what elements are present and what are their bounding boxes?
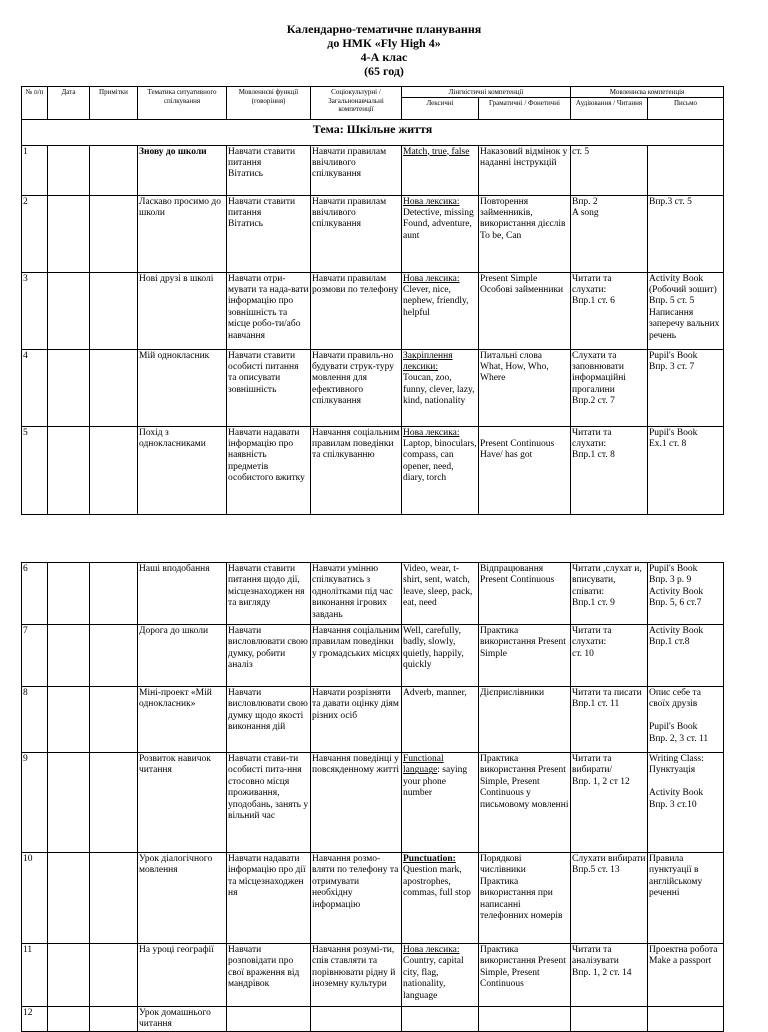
cell-grammar-text: Present Continuous Have/ has got — [480, 438, 555, 461]
cell-sociocultural — [311, 272, 402, 349]
cell-lexical — [402, 687, 479, 753]
cell-sociocultural — [311, 853, 402, 944]
cell-audio-reading — [571, 195, 648, 272]
cell-functions — [227, 145, 311, 195]
cell-topic-text: Урок домашнього читання — [139, 1008, 211, 1030]
cell-lexical — [402, 944, 479, 1007]
cell-date — [48, 944, 90, 1007]
cell-audio-reading — [571, 145, 648, 195]
cell-grammar — [479, 687, 571, 753]
cell-topic-text: Ласкаво просимо до школи — [139, 196, 221, 218]
cell-grammar-text: Повторення займенників, використання дієслів To be, Can — [480, 196, 566, 241]
cell-lexical — [402, 1007, 479, 1032]
cell-date — [48, 753, 90, 853]
cell-topic-text: Наші вподобання — [139, 564, 210, 574]
col-lexical: Лексичні — [402, 97, 479, 119]
cell-date — [48, 563, 90, 625]
cell-functions — [227, 1007, 311, 1032]
cell-number — [22, 426, 48, 514]
cell-number-text: 3 — [23, 273, 28, 284]
table-row — [22, 349, 724, 426]
cell-grammar — [479, 625, 571, 687]
cell-functions-text: Навчати ставити особисті питання та описувати зовнішність — [228, 350, 299, 395]
lexical-heading: Закріплення лексики: — [403, 350, 453, 372]
cell-grammar — [479, 853, 571, 944]
lexical-text: Well, carefully, badly, slowly, quietly, happily, quickly — [403, 626, 464, 671]
cell-topic — [138, 687, 227, 753]
lexical-text: Country, capital city, flag, nationality, language — [403, 956, 464, 1001]
cell-writing-text: Впр.3 ст. 5 — [649, 196, 692, 207]
cell-note — [90, 853, 138, 944]
cell-number-text: 9 — [23, 754, 28, 764]
lexical-text: Video, wear, t-shirt, sent, watch, leave, sleep, pack, eat, need — [403, 564, 473, 609]
cell-number — [22, 349, 48, 426]
cell-audio-reading — [571, 426, 648, 514]
cell-number — [22, 272, 48, 349]
cell-number-text: 4 — [23, 350, 28, 361]
cell-grammar — [479, 145, 571, 195]
cell-functions-text: Навчати розповідати про свої враження від мандрівок — [228, 945, 300, 990]
cell-functions — [227, 426, 311, 514]
cell-sociocultural-text: Навчати умінню спілкуватись з однолітками під час виконання ігрових завдань — [312, 564, 393, 620]
cell-sociocultural — [311, 944, 402, 1007]
cell-number-text: 7 — [23, 626, 28, 636]
cell-sociocultural-text: Навчати правилам ввічливого спілкування — [312, 196, 387, 230]
cell-number-text: 10 — [23, 854, 33, 864]
cell-note — [90, 272, 138, 349]
cell-functions — [227, 349, 311, 426]
cell-lexical — [402, 349, 479, 426]
lexical-text: Detective, missing Found, adventure, aunt — [403, 207, 474, 241]
cell-topic — [138, 625, 227, 687]
lexical-heading: Functional language — [403, 754, 444, 776]
cell-functions — [227, 687, 311, 753]
cell-topic-text: Дорога до школи — [139, 626, 209, 636]
cell-number — [22, 625, 48, 687]
cell-note — [90, 145, 138, 195]
cell-writing — [648, 426, 724, 514]
lexical-text: Laptop, binoculars, compass, can opener, need, diary, torch — [403, 438, 477, 484]
col-functions: Мовленнєві функції (говоріння) — [227, 87, 311, 120]
cell-topic — [138, 349, 227, 426]
cell-number-text: 6 — [23, 564, 28, 574]
cell-audio-reading — [571, 625, 648, 687]
cell-audio-reading-text: Читати та слухати: Впр.1 ст. 6 — [572, 273, 615, 307]
plan-table-1 — [21, 86, 724, 515]
cell-number — [22, 853, 48, 944]
table-row — [22, 1007, 724, 1032]
cell-functions — [227, 944, 311, 1007]
cell-grammar — [479, 753, 571, 853]
cell-functions — [227, 563, 311, 625]
cell-topic-text: На уроці географії — [139, 945, 214, 955]
cell-number-text: 5 — [23, 427, 28, 438]
cell-sociocultural — [311, 145, 402, 195]
cell-writing — [648, 349, 724, 426]
cell-date — [48, 272, 90, 349]
cell-date — [48, 625, 90, 687]
col-sociocultural: Соціокультурні / Загальнонавчальні компетенції — [311, 87, 402, 120]
cell-grammar-text: Порядкові числівники Практика використання при написанні телефонних номерів — [480, 854, 563, 922]
cell-functions-text: Навчати надавати інформацію про наявність предметів особистого вжитку — [228, 427, 305, 484]
cell-sociocultural — [311, 349, 402, 426]
cell-date — [48, 426, 90, 514]
cell-grammar-text: Відпрацювання Present Continuous — [480, 564, 555, 586]
cell-audio-reading-text: Читати та слухати: Впр.1 ст. 8 — [572, 427, 615, 461]
cell-sociocultural-text: Навчання соціальним правилам поведінки та спілкуванню — [312, 427, 400, 461]
cell-number-text: 2 — [23, 196, 28, 207]
cell-audio-reading — [571, 853, 648, 944]
table-row — [22, 272, 724, 349]
cell-sociocultural-text: Навчати правилам розмови по телефону — [312, 273, 399, 295]
cell-audio-reading-text: Читати ,слухат и, вписувати, співати: Впр.1 ст. 9 — [572, 564, 642, 609]
cell-writing — [648, 272, 724, 349]
cell-sociocultural-text: Навчання соціальним правилам поведінки у громадських місцях — [312, 626, 400, 659]
cell-writing-text: Writing Class: Пунктуація Activity Book Впр. 3 ст.10 — [649, 754, 704, 810]
cell-number-text: 1 — [23, 146, 28, 157]
lexical-heading: Нова лексика: — [403, 945, 460, 955]
cell-topic-text: Розвиток навичок читання — [139, 754, 211, 776]
col-audio: Аудіювання / Читання — [571, 97, 648, 119]
cell-topic — [138, 944, 227, 1007]
cell-topic-text: Похід з однокласниками — [139, 427, 206, 449]
table-row — [22, 195, 724, 272]
cell-note — [90, 563, 138, 625]
cell-lexical — [402, 195, 479, 272]
cell-audio-reading — [571, 753, 648, 853]
cell-sociocultural-text: Навчати правиль-но будувати струк-туру мовлення для ефективного спілкування — [312, 350, 394, 407]
lexical-heading: Нова лексика: — [403, 427, 460, 438]
table-row — [22, 563, 724, 625]
col-date: Дата — [48, 87, 90, 120]
cell-lexical — [402, 853, 479, 944]
lexical-text: Question mark, apostrophes, commas, full stop — [403, 865, 471, 899]
cell-grammar — [479, 563, 571, 625]
cell-topic — [138, 563, 227, 625]
cell-audio-reading-text: Читати та аналізувати Впр. 1, 2 ст. 14 — [572, 945, 632, 978]
table-row — [22, 944, 724, 1007]
cell-functions-text: Навчати висловлювати свою думку, робити аналіз — [228, 626, 308, 671]
cell-sociocultural — [311, 563, 402, 625]
cell-sociocultural-text: Навчання розумі-ти, спів ставляти та порівнювати рідну й іноземну культури — [312, 945, 396, 990]
cell-sociocultural — [311, 687, 402, 753]
cell-writing — [648, 687, 724, 753]
cell-sociocultural-text: Навчання розмо-вляти по телефону та отримувати необхідну інформацію — [312, 854, 399, 910]
cell-date — [48, 349, 90, 426]
cell-writing — [648, 1007, 724, 1032]
cell-grammar — [479, 272, 571, 349]
cell-writing — [648, 853, 724, 944]
cell-topic-text: Нові друзі в школі — [139, 273, 214, 284]
cell-functions-text: Навчати отри-мувати та нада-вати інформацію про зовнішність та місце робо-ти/або навчання — [228, 273, 309, 341]
cell-lexical — [402, 145, 479, 195]
cell-date — [48, 1007, 90, 1032]
cell-note — [90, 349, 138, 426]
lexical-text: Clever, nice, nephew, friendly, helpful — [403, 284, 469, 318]
col-linguistic: Лінгвістичні компетенції — [402, 87, 571, 98]
lexical-text: : saying your phone number — [403, 765, 468, 799]
cell-lexical — [402, 563, 479, 625]
cell-note — [90, 426, 138, 514]
lexical-heading: Нова лексика: — [403, 273, 460, 284]
table-row — [22, 853, 724, 944]
cell-writing-text: Проектна робота Make a passport — [649, 945, 718, 967]
cell-grammar-text: Present Simple Особові займенники — [480, 273, 564, 295]
cell-note — [90, 625, 138, 687]
cell-writing-text: Правила пунктуації в англійському реченні — [649, 854, 703, 899]
cell-audio-reading — [571, 349, 648, 426]
cell-number — [22, 753, 48, 853]
cell-grammar-text: Практика використання Present Simple, Present Continuous у письмовому мовленні — [480, 754, 569, 810]
cell-lexical — [402, 272, 479, 349]
cell-functions-text: Навчати ставити питання Вітатись — [228, 146, 296, 180]
table-body-1 — [22, 145, 724, 514]
cell-grammar — [479, 195, 571, 272]
col-note: Примітки — [90, 87, 138, 120]
lexical-text: Adverb, manner, — [403, 688, 467, 698]
cell-writing — [648, 145, 724, 195]
cell-number — [22, 687, 48, 753]
cell-audio-reading — [571, 272, 648, 349]
cell-writing — [648, 944, 724, 1007]
col-writing: Письмо — [648, 97, 724, 119]
cell-date — [48, 145, 90, 195]
table-row — [22, 687, 724, 753]
cell-grammar-text: Практика використання Present Simple — [480, 626, 566, 659]
cell-writing — [648, 625, 724, 687]
cell-audio-reading — [571, 687, 648, 753]
cell-sociocultural — [311, 426, 402, 514]
cell-topic — [138, 145, 227, 195]
col-topic: Тематика ситуативного спілкування — [138, 87, 227, 120]
cell-audio-reading-text: ст. 5 — [572, 146, 590, 157]
cell-note — [90, 195, 138, 272]
title-line-3: 4-А клас — [360, 50, 408, 64]
col-grammar: Граматичні / Фонетичні — [479, 97, 571, 119]
cell-topic — [138, 426, 227, 514]
cell-writing — [648, 195, 724, 272]
cell-number — [22, 944, 48, 1007]
cell-grammar-text: Практика використання Present Simple, Present Continuous — [480, 945, 566, 990]
cell-writing-text: Опис себе та своїх друзів Pupil's Book Впр. 2, 3 ст. 11 — [649, 688, 709, 744]
cell-number-text: 8 — [23, 688, 28, 698]
col-speech: Мовленнєва компетенція — [571, 87, 724, 98]
cell-topic — [138, 1007, 227, 1032]
cell-writing-text: Activity Book (Робочий зошит) Впр. 5 ст. 5 Написання заперечу вальних речень — [649, 273, 720, 341]
cell-functions — [227, 753, 311, 853]
cell-writing-text: Activity Book Впр.1 ст.8 — [649, 626, 704, 648]
cell-topic-text: Знову до школи — [139, 146, 207, 157]
cell-topic — [138, 753, 227, 853]
cell-functions-text: Навчати висловлювати свою думку щодо якості виконання дій — [228, 688, 308, 733]
cell-note — [90, 753, 138, 853]
cell-lexical — [402, 625, 479, 687]
cell-audio-reading-text: Читати та слухати: ст. 10 — [572, 626, 612, 659]
plan-table-2 — [21, 562, 724, 1032]
cell-audio-reading — [571, 944, 648, 1007]
cell-audio-reading-text: Слухати та заповнювати інформаційні прогалини Впр.2 ст. 7 — [572, 350, 626, 407]
cell-number — [22, 195, 48, 272]
col-num: № п/п — [22, 87, 48, 120]
cell-topic — [138, 853, 227, 944]
table-row — [22, 426, 724, 514]
cell-writing — [648, 753, 724, 853]
cell-number — [22, 145, 48, 195]
cell-sociocultural — [311, 195, 402, 272]
title-line-2: до НМК «Fly High 4» — [327, 36, 441, 50]
cell-audio-reading-text: Слухати вибирати Впр.5 ст. 13 — [572, 854, 646, 876]
cell-writing-text: Pupil's Book Впр. 3 p. 9 Activity Book Впр. 5, 6 ст.7 — [649, 564, 704, 609]
cell-audio-reading-text: Читати та писати Впр.1 ст. 11 — [572, 688, 642, 710]
cell-note — [90, 944, 138, 1007]
cell-audio-reading-text: Читати та вибирати/ Впр. 1, 2 ст 12 — [572, 754, 630, 787]
cell-functions — [227, 195, 311, 272]
table-body-2 — [22, 563, 724, 1032]
lexical-heading: Match, true, false — [403, 146, 470, 157]
cell-topic-text: Урок діалогічного мовлення — [139, 854, 213, 876]
cell-number-text: 12 — [23, 1008, 33, 1018]
cell-date — [48, 853, 90, 944]
cell-grammar — [479, 349, 571, 426]
cell-number — [22, 563, 48, 625]
lexical-heading: Нова лексика: — [403, 196, 460, 207]
lexical-text: Toucan, zoo, funny, clever, lazy, kind, nationality — [403, 373, 475, 407]
cell-topic-text: Міні-проект «Мій однокласник» — [139, 688, 212, 710]
cell-topic-text: Мій однокласник — [139, 350, 210, 361]
lexical-heading: Punctuation: — [403, 854, 456, 864]
cell-note — [90, 1007, 138, 1032]
cell-note — [90, 687, 138, 753]
cell-number-text: 11 — [23, 945, 33, 955]
cell-date — [48, 195, 90, 272]
cell-functions — [227, 272, 311, 349]
cell-writing-text: Pupil's Book Ex.1 ст. 8 — [649, 427, 698, 449]
table-row — [22, 625, 724, 687]
cell-functions — [227, 853, 311, 944]
cell-date — [48, 687, 90, 753]
cell-topic — [138, 272, 227, 349]
cell-grammar-text: Наказовий відмінок у наданні інструкцій — [480, 146, 568, 168]
title-line-4: (65 год) — [364, 64, 404, 78]
cell-sociocultural-text: Навчання поведінці у повсякденному житті — [312, 754, 399, 776]
cell-grammar — [479, 944, 571, 1007]
cell-writing-text: Pupil's Book Впр. 3 ст. 7 — [649, 350, 698, 372]
cell-sociocultural — [311, 625, 402, 687]
cell-audio-reading-text: Впр. 2 A song — [572, 196, 599, 218]
cell-sociocultural — [311, 753, 402, 853]
table-row — [22, 753, 724, 853]
cell-writing — [648, 563, 724, 625]
cell-sociocultural — [311, 1007, 402, 1032]
cell-number — [22, 1007, 48, 1032]
cell-topic — [138, 195, 227, 272]
cell-functions-text: Навчати стави-ти особисті пита-ння стосовно місця проживання, уподобань, занять у вільний час — [228, 754, 309, 822]
cell-sociocultural-text: Навчати розрізняти та давати оцінку діям різних осіб — [312, 688, 399, 721]
table-row — [22, 145, 724, 195]
cell-lexical — [402, 753, 479, 853]
cell-grammar — [479, 1007, 571, 1032]
cell-functions-text: Навчати ставити питання Вітатись — [228, 196, 296, 230]
theme-heading: Тема: Шкільне життя — [22, 119, 724, 145]
cell-functions-text: Навчати ставити питання щодо дії, місцезнаходжен ня та вигляду — [228, 564, 305, 609]
cell-grammar — [479, 426, 571, 514]
cell-grammar-text: Дієприслівники — [480, 688, 545, 698]
cell-functions-text: Навчати надавати інформацію про дії та місцезнаходжен ня — [228, 854, 306, 899]
cell-sociocultural-text: Навчати правилам ввічливого спілкування — [312, 146, 387, 180]
cell-audio-reading — [571, 1007, 648, 1032]
title-line-1: Календарно-тематичне планування — [286, 22, 482, 36]
cell-grammar-text: Питальні слова What, How, Who, Where — [480, 350, 549, 384]
cell-lexical — [402, 426, 479, 514]
cell-functions — [227, 625, 311, 687]
cell-audio-reading — [571, 563, 648, 625]
